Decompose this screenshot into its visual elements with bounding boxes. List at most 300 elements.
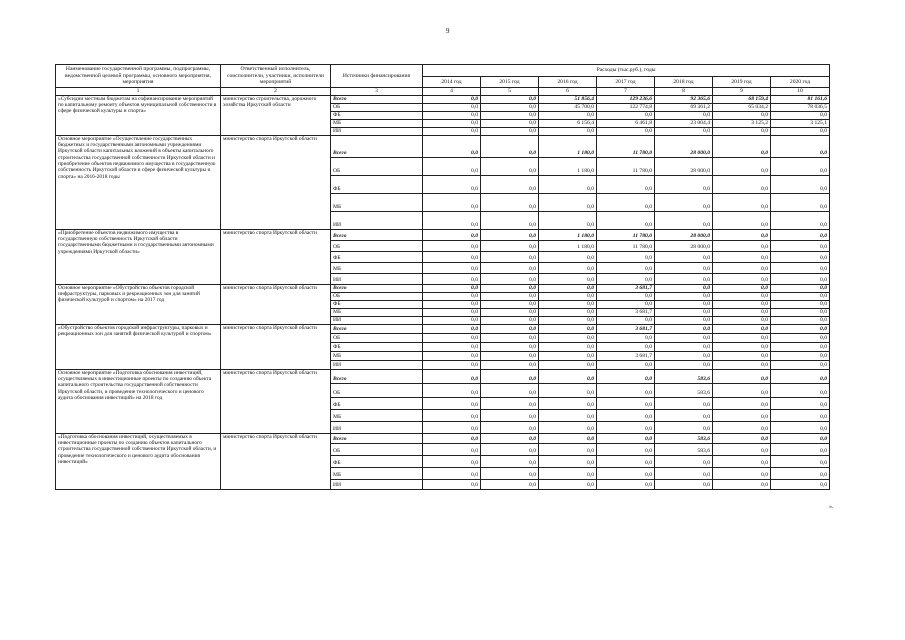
funding-source: ИИ xyxy=(331,421,423,433)
expense-value: 0,0 xyxy=(771,308,830,316)
expense-value: 0,0 xyxy=(423,175,481,193)
expense-value: 0,0 xyxy=(481,157,539,175)
expense-value: 0,0 xyxy=(481,127,539,135)
funding-source: Всего xyxy=(331,135,423,157)
responsible-executor: министерство спорта Иркутской области xyxy=(221,135,331,229)
expense-value: 0,0 xyxy=(771,397,830,409)
expense-value: 0,0 xyxy=(481,479,539,489)
expense-value: 0,0 xyxy=(713,292,771,300)
expense-value: 0,0 xyxy=(481,397,539,409)
responsible-executor: министерство спорта Иркутской области xyxy=(221,369,331,433)
expense-value: 0,0 xyxy=(481,193,539,211)
expense-value: 0,0 xyxy=(713,175,771,193)
expense-value: 0,0 xyxy=(423,308,481,316)
expense-value: 28 000,0 xyxy=(655,229,713,240)
funding-source: ОБ xyxy=(331,292,423,300)
expense-value: 0,0 xyxy=(655,308,713,316)
funding-source: МБ xyxy=(331,119,423,127)
expense-value: 0,0 xyxy=(423,467,481,479)
table-row xyxy=(56,324,830,333)
expense-value: 0,0 xyxy=(481,292,539,300)
expense-value: 11 780,0 xyxy=(597,240,655,251)
funding-source: ОБ xyxy=(331,157,423,175)
expense-value: 0,0 xyxy=(481,284,539,292)
expense-value: 0,0 xyxy=(597,397,655,409)
expense-value: 0,0 xyxy=(771,443,830,455)
expense-value: 0,0 xyxy=(713,211,771,229)
expense-value: 0,0 xyxy=(423,300,481,308)
funding-source: ФБ xyxy=(331,342,423,351)
funding-source: Всего xyxy=(331,369,423,383)
expense-value: 1 180,0 xyxy=(539,229,597,240)
expense-value: 0,0 xyxy=(481,351,539,360)
funding-source: ФБ xyxy=(331,111,423,119)
expense-value: 3 681,7 xyxy=(597,324,655,333)
expense-value: 583,6 xyxy=(655,383,713,397)
expense-value: 0,0 xyxy=(423,262,481,273)
expense-value: 0,0 xyxy=(713,409,771,421)
expense-value: 0,0 xyxy=(713,479,771,489)
responsible-executor: министерство строительства, дорожного хозяйства Иркутской области xyxy=(221,95,331,135)
expense-value: 0,0 xyxy=(481,111,539,119)
table-row xyxy=(56,95,830,103)
expense-value: 583,6 xyxy=(655,369,713,383)
measure-name: Основное мероприятие «Осуществление государственных бюджетных и государственными автономными учреждениями Иркутской области капитальных вложений в объекты капитального строительства государственной собственности Иркутской области и приобретение объектов недвижимого имущества в государственную собственность Иркутской области в сфере физической культуры и спорта» на 2016-2018 годы xyxy=(56,135,221,229)
expense-value: 0,0 xyxy=(713,262,771,273)
column-index: 5 xyxy=(481,88,539,96)
expense-value: 0,0 xyxy=(713,455,771,467)
funding-source: МБ xyxy=(331,351,423,360)
measure-name: «Обустройство объектов городской инфраструктуры, парковых и рекреационных зон для занятий физической культурой и спортом» xyxy=(56,324,221,369)
expense-value: 0,0 xyxy=(713,369,771,383)
expense-value: 583,6 xyxy=(655,433,713,443)
expense-value: 0,0 xyxy=(597,292,655,300)
expense-value: 28 000,0 xyxy=(655,240,713,251)
expense-value: 0,0 xyxy=(597,273,655,284)
expense-value: 0,0 xyxy=(655,211,713,229)
expense-value: 0,0 xyxy=(655,409,713,421)
expense-value: 0,0 xyxy=(713,383,771,397)
page-number: 9 xyxy=(446,27,450,35)
responsible-executor: министерство спорта Иркутской области xyxy=(221,229,331,284)
expense-value: 0,0 xyxy=(539,369,597,383)
expense-value: 92 365,6 xyxy=(655,95,713,103)
funding-source: ОБ xyxy=(331,103,423,111)
expense-value: 0,0 xyxy=(539,251,597,262)
expense-value: 0,0 xyxy=(655,193,713,211)
expense-value: 0,0 xyxy=(597,211,655,229)
column-index: 9 xyxy=(713,88,771,96)
expense-value: 0,0 xyxy=(481,211,539,229)
expense-value: 3 681,7 xyxy=(597,284,655,292)
expense-value: 0,0 xyxy=(481,95,539,103)
expense-value: 0,0 xyxy=(539,397,597,409)
expense-value: 0,0 xyxy=(481,360,539,369)
expense-value: 0,0 xyxy=(655,342,713,351)
expense-value: 0,0 xyxy=(713,360,771,369)
expense-value: 0,0 xyxy=(771,135,830,157)
header-year: 2015 год xyxy=(481,77,539,88)
funding-source: МБ xyxy=(331,193,423,211)
expense-value: 0,0 xyxy=(423,251,481,262)
expense-value: 0,0 xyxy=(597,479,655,489)
expense-value: 0,0 xyxy=(481,300,539,308)
expense-value: 0,0 xyxy=(481,443,539,455)
expense-value: 0,0 xyxy=(713,251,771,262)
expense-value: 0,0 xyxy=(539,127,597,135)
expense-value: 0,0 xyxy=(423,351,481,360)
expense-value: 0,0 xyxy=(539,211,597,229)
expense-value: 0,0 xyxy=(539,324,597,333)
expense-value: 0,0 xyxy=(423,103,481,111)
expense-value: 0,0 xyxy=(771,292,830,300)
expense-value: 0,0 xyxy=(481,103,539,111)
expense-value: 0,0 xyxy=(539,284,597,292)
expense-value: 0,0 xyxy=(539,273,597,284)
expense-value: 129 236,6 xyxy=(597,95,655,103)
expense-value: 0,0 xyxy=(655,127,713,135)
expense-value: 0,0 xyxy=(423,229,481,240)
funding-source: Всего xyxy=(331,95,423,103)
responsible-executor: министерство спорта Иркутской области xyxy=(221,433,331,489)
funding-source: ОБ xyxy=(331,333,423,342)
expense-value: 122 774,8 xyxy=(597,103,655,111)
expense-value: 0,0 xyxy=(771,193,830,211)
expense-value: 1 180,0 xyxy=(539,157,597,175)
expense-value: 0,0 xyxy=(481,308,539,316)
measure-name: «Субсидии местным бюджетам на софинансирование мероприятий по капитальному ремонту объектов муниципальной собственности в сфере физической культуры и спорта» xyxy=(56,95,221,135)
expense-value: 0,0 xyxy=(597,262,655,273)
expense-value: 0,0 xyxy=(423,273,481,284)
expense-value: 0,0 xyxy=(713,342,771,351)
expense-value: 0,0 xyxy=(539,421,597,433)
expense-value: 0,0 xyxy=(423,211,481,229)
expense-value: 0,0 xyxy=(655,111,713,119)
expense-value: 0,0 xyxy=(655,360,713,369)
expense-value: 0,0 xyxy=(597,316,655,324)
expense-value: 1 180,0 xyxy=(539,135,597,157)
funding-source: ИИ xyxy=(331,127,423,135)
expense-value: 0,0 xyxy=(713,316,771,324)
expense-value: 23 004,4 xyxy=(655,119,713,127)
expense-value: 0,0 xyxy=(423,95,481,103)
responsible-executor: министерство спорта Иркутской области xyxy=(221,284,331,324)
expense-value: 0,0 xyxy=(655,300,713,308)
expense-value: 0,0 xyxy=(481,273,539,284)
expense-value: 0,0 xyxy=(713,193,771,211)
expense-value: 0,0 xyxy=(423,433,481,443)
expense-value: 0,0 xyxy=(771,351,830,360)
expense-value: 0,0 xyxy=(713,421,771,433)
funding-source: ФБ xyxy=(331,175,423,193)
expense-value: 0,0 xyxy=(771,300,830,308)
expense-value: 0,0 xyxy=(597,193,655,211)
funding-source: Всего xyxy=(331,324,423,333)
expense-value: 0,0 xyxy=(713,111,771,119)
expense-value: 28 000,0 xyxy=(655,135,713,157)
expense-value: 0,0 xyxy=(597,175,655,193)
expense-value: 0,0 xyxy=(713,397,771,409)
header-executor: Ответственный исполнитель, соисполнители, участники, исполнители мероприятий xyxy=(221,65,331,88)
expense-value: 0,0 xyxy=(481,369,539,383)
expense-value: 0,0 xyxy=(597,383,655,397)
expense-value: 0,0 xyxy=(655,333,713,342)
header-year: 2016 год xyxy=(539,77,597,88)
expense-value: 0,0 xyxy=(481,383,539,397)
measure-name: «Подготовка обоснования инвестиций, осуществляемых в инвестиционные проекты по созданию объектов капитального строительства государственной собственности Иркутской области, и проведение технологического и ценового аудита обоснования инвестиций» xyxy=(56,433,221,489)
funding-source: ИИ xyxy=(331,316,423,324)
header-year: 2019 год xyxy=(713,77,771,88)
expense-value: 0,0 xyxy=(713,433,771,443)
expense-value: 0,0 xyxy=(481,175,539,193)
expense-value: 0,0 xyxy=(713,308,771,316)
expense-value: 3 125,1 xyxy=(771,119,830,127)
expense-value: 0,0 xyxy=(597,455,655,467)
expense-value: 0,0 xyxy=(423,157,481,175)
expense-value: 0,0 xyxy=(713,443,771,455)
expense-value: 0,0 xyxy=(713,284,771,292)
funding-source: ФБ xyxy=(331,455,423,467)
column-index: 2 xyxy=(221,88,331,96)
expense-value: 0,0 xyxy=(423,397,481,409)
responsible-executor: министерство спорта Иркутской области xyxy=(221,324,331,369)
expense-value: 0,0 xyxy=(539,308,597,316)
expense-value: 0,0 xyxy=(597,433,655,443)
expense-value: 0,0 xyxy=(713,351,771,360)
expense-value: 0,0 xyxy=(423,369,481,383)
expense-value: 0,0 xyxy=(539,193,597,211)
expense-value: 0,0 xyxy=(771,369,830,383)
expense-value: 3 681,7 xyxy=(597,308,655,316)
expense-value: 0,0 xyxy=(481,251,539,262)
expense-value: 0,0 xyxy=(655,467,713,479)
expense-value: 0,0 xyxy=(655,262,713,273)
funding-source: Всего xyxy=(331,229,423,240)
funding-source: ИИ xyxy=(331,479,423,489)
expense-value: 0,0 xyxy=(771,360,830,369)
header-expenses: Расходы (тыс.руб.), годы xyxy=(423,65,830,77)
expense-value: 51 856,4 xyxy=(539,95,597,103)
expense-value: 0,0 xyxy=(655,251,713,262)
expense-value: 0,0 xyxy=(655,397,713,409)
expense-value: 583,6 xyxy=(655,443,713,455)
expense-value: 11 780,0 xyxy=(597,229,655,240)
header-name: Наименование государственной программы, подпрограммы, ведомственной целевой программы, основного мероприятия, мероприятия xyxy=(56,65,221,88)
expense-value: 0,0 xyxy=(423,479,481,489)
expense-value: 0,0 xyxy=(771,333,830,342)
expense-value: 0,0 xyxy=(597,251,655,262)
table-row xyxy=(56,369,830,383)
funding-source: МБ xyxy=(331,262,423,273)
funding-source: МБ xyxy=(331,409,423,421)
expense-value: 0,0 xyxy=(597,467,655,479)
expense-value: 0,0 xyxy=(597,300,655,308)
column-index: 8 xyxy=(655,88,713,96)
expense-value: 11 780,0 xyxy=(597,135,655,157)
expense-value: 0,0 xyxy=(481,119,539,127)
expense-value: 0,0 xyxy=(481,409,539,421)
expense-value: 0,0 xyxy=(713,333,771,342)
expense-value: 0,0 xyxy=(771,467,830,479)
expense-value: 0,0 xyxy=(771,111,830,119)
expense-value: 0,0 xyxy=(771,211,830,229)
financing-table xyxy=(55,64,830,490)
expense-value: 0,0 xyxy=(539,292,597,300)
expense-value: 0,0 xyxy=(539,351,597,360)
expense-value: 0,0 xyxy=(713,157,771,175)
expense-value: 0,0 xyxy=(481,455,539,467)
expense-value: 0,0 xyxy=(423,455,481,467)
expense-value: 0,0 xyxy=(597,360,655,369)
measure-name: Основное мероприятие «Обустройство объектов городской инфраструктуры, парковых и рекреационных зон для занятий физической культурой и спортом» на 2017 год xyxy=(56,284,221,324)
expense-value: 45 700,0 xyxy=(539,103,597,111)
expense-value: 0,0 xyxy=(713,324,771,333)
expense-value: 0,0 xyxy=(771,409,830,421)
expense-value: 1 180,0 xyxy=(539,240,597,251)
expense-value: 0,0 xyxy=(423,316,481,324)
expense-value: 0,0 xyxy=(539,175,597,193)
expense-value: 0,0 xyxy=(597,409,655,421)
expense-value: 0,0 xyxy=(539,333,597,342)
header-source: Источники финансирования xyxy=(331,65,423,88)
funding-source: ИИ xyxy=(331,273,423,284)
expense-value: 0,0 xyxy=(597,111,655,119)
expense-value: 81 161,6 xyxy=(771,95,830,103)
expense-value: 0,0 xyxy=(481,467,539,479)
expense-value: 0,0 xyxy=(713,467,771,479)
expense-value: 28 000,0 xyxy=(655,157,713,175)
funding-source: ОБ xyxy=(331,240,423,251)
expense-value: 0,0 xyxy=(481,240,539,251)
expense-value: 0,0 xyxy=(655,175,713,193)
expense-value: 0,0 xyxy=(539,455,597,467)
expense-value: 0,0 xyxy=(481,229,539,240)
expense-value: 0,0 xyxy=(597,421,655,433)
funding-source: ФБ xyxy=(331,397,423,409)
expense-value: 0,0 xyxy=(423,342,481,351)
expense-value: 0,0 xyxy=(539,409,597,421)
expense-value: 0,0 xyxy=(713,273,771,284)
expense-value: 0,0 xyxy=(539,479,597,489)
expense-value: 0,0 xyxy=(481,421,539,433)
table-row xyxy=(56,284,830,292)
closing-quote-mark: ». xyxy=(829,504,834,510)
expense-value: 0,0 xyxy=(771,455,830,467)
expense-value: 0,0 xyxy=(771,157,830,175)
table-row xyxy=(56,433,830,443)
expense-value: 11 780,0 xyxy=(597,157,655,175)
measure-name: «Приобретение объектов недвижимого имущества в государственную собственность Иркутской области государственными бюджетными и государственными автономными учреждениями Иркутской области» xyxy=(56,229,221,284)
expense-value: 0,0 xyxy=(423,127,481,135)
expense-value: 0,0 xyxy=(539,443,597,455)
expense-value: 0,0 xyxy=(771,127,830,135)
expense-value: 6 461,8 xyxy=(597,119,655,127)
expense-value: 0,0 xyxy=(713,300,771,308)
expense-value: 0,0 xyxy=(655,324,713,333)
expense-value: 0,0 xyxy=(597,443,655,455)
expense-value: 0,0 xyxy=(771,479,830,489)
header-year: 2018 год xyxy=(655,77,713,88)
expense-value: 0,0 xyxy=(771,324,830,333)
column-index: 4 xyxy=(423,88,481,96)
expense-value: 0,0 xyxy=(655,479,713,489)
table-row xyxy=(56,135,830,157)
column-index: 6 xyxy=(539,88,597,96)
expense-value: 0,0 xyxy=(771,383,830,397)
expense-value: 0,0 xyxy=(423,284,481,292)
table-row xyxy=(56,229,830,240)
expense-value: 6 156,4 xyxy=(539,119,597,127)
expense-value: 0,0 xyxy=(771,421,830,433)
expense-value: 0,0 xyxy=(771,433,830,443)
funding-source: ФБ xyxy=(331,251,423,262)
measure-name: Основное мероприятие «Подготовка обоснования инвестиций, осуществляемых в инвестиционные проекты по созданию объекта капитального строительства государственной собственности Иркутской области, и проведение технологического и ценового аудита обоснования инвестиций» на 2018 год xyxy=(56,369,221,433)
expense-value: 0,0 xyxy=(771,316,830,324)
expense-value: 0,0 xyxy=(423,135,481,157)
funding-source: ОБ xyxy=(331,383,423,397)
expense-value: 0,0 xyxy=(771,284,830,292)
expense-value: 0,0 xyxy=(655,273,713,284)
expense-value: 0,0 xyxy=(539,111,597,119)
expense-value: 0,0 xyxy=(597,127,655,135)
column-index: 3 xyxy=(331,88,423,96)
expense-value: 0,0 xyxy=(655,455,713,467)
header-year: 2020 год xyxy=(771,77,830,88)
expense-value: 0,0 xyxy=(713,127,771,135)
expense-value: 0,0 xyxy=(655,292,713,300)
expense-value: 0,0 xyxy=(423,292,481,300)
expense-value: 0,0 xyxy=(423,240,481,251)
expense-value: 0,0 xyxy=(539,383,597,397)
expense-value: 78 036,5 xyxy=(771,103,830,111)
expense-value: 69 361,2 xyxy=(655,103,713,111)
expense-value: 0,0 xyxy=(655,284,713,292)
expense-value: 0,0 xyxy=(423,383,481,397)
expense-value: 0,0 xyxy=(423,443,481,455)
expense-value: 0,0 xyxy=(771,342,830,351)
expense-value: 0,0 xyxy=(481,433,539,443)
expense-value: 0,0 xyxy=(481,135,539,157)
expense-value: 0,0 xyxy=(423,409,481,421)
expense-value: 0,0 xyxy=(771,229,830,240)
expense-value: 65 034,2 xyxy=(713,103,771,111)
expense-value: 0,0 xyxy=(655,351,713,360)
expense-value: 0,0 xyxy=(481,324,539,333)
expense-value: 0,0 xyxy=(771,175,830,193)
expense-value: 0,0 xyxy=(713,135,771,157)
expense-value: 0,0 xyxy=(539,262,597,273)
funding-source: Всего xyxy=(331,433,423,443)
expense-value: 0,0 xyxy=(423,333,481,342)
expense-value: 0,0 xyxy=(539,316,597,324)
expense-value: 0,0 xyxy=(539,342,597,351)
header-year: 2017 год xyxy=(597,77,655,88)
column-index: 1 xyxy=(56,88,221,96)
expense-value: 0,0 xyxy=(481,316,539,324)
funding-source: ОБ xyxy=(331,443,423,455)
expense-value: 0,0 xyxy=(597,342,655,351)
funding-source: ФБ xyxy=(331,300,423,308)
funding-source: МБ xyxy=(331,467,423,479)
funding-source: ИИ xyxy=(331,211,423,229)
expense-value: 0,0 xyxy=(423,119,481,127)
expense-value: 0,0 xyxy=(539,300,597,308)
column-index: 7 xyxy=(597,88,655,96)
expense-value: 0,0 xyxy=(771,273,830,284)
expense-value: 0,0 xyxy=(655,421,713,433)
expense-value: 0,0 xyxy=(655,316,713,324)
expense-value: 0,0 xyxy=(423,111,481,119)
